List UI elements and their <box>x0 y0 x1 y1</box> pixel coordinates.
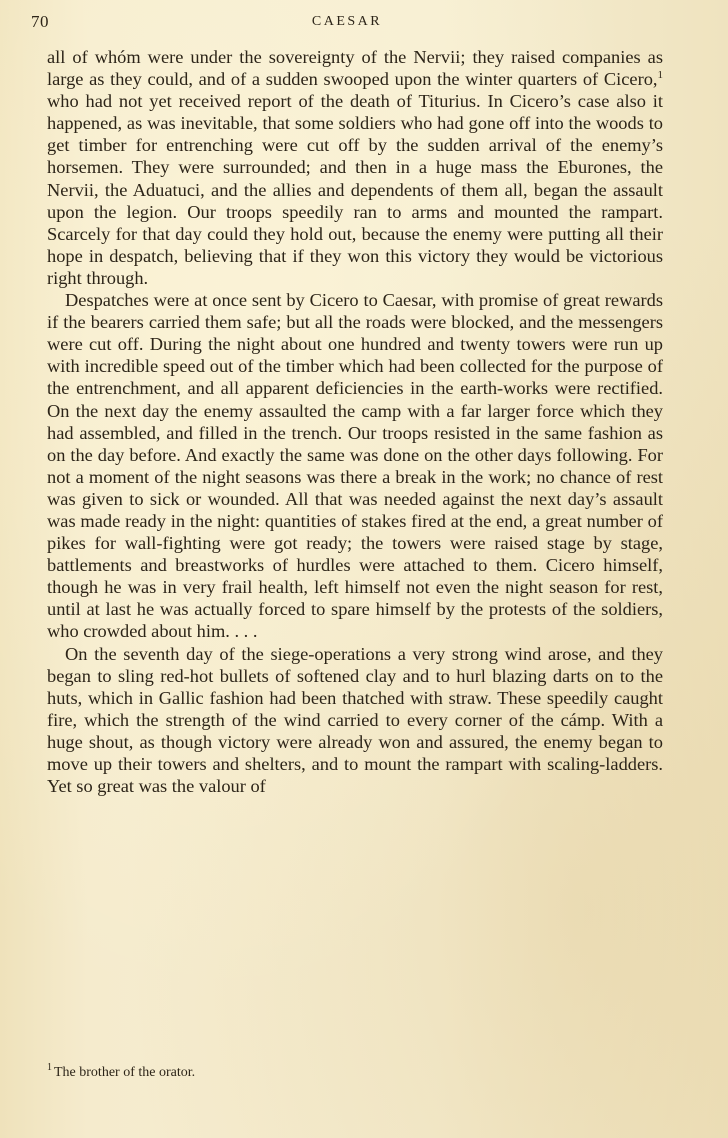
paragraph-1-text-a: all of whóm were under the sovereignty of the Nervii; they raised companies as large as they could, and of a sudden swooped upon the winter quarters of Cicero, <box>47 47 663 90</box>
running-head: CAESAR <box>311 14 383 29</box>
footnote-reference: 1 <box>657 68 663 81</box>
paragraph-2: Despatches were at once sent by Cicero to Caesar, with promise of great rewards if the bearers carried them safe; but all the roads were blocked, and the messengers were cut off. During the night about one hundred and twenty towers were run up with incredible speed out of the timber which had been collected for the purpose of the entrenchment, and all apparent deficiencies in the earth-works were rectified. On the next day the enemy assaulted the camp with a far larger force which they had assembled, and filled in the trench. Our troops resisted in the same fashion as on the day before. And exactly the same was done on the other days following. For not a moment of the night seasons was there a break in the work; no chance of rest was given to sick or wounded. All that was needed against the next day’s assault was made ready in the night: quantities of stakes fired at the end, a great number of pikes for wall-fighting were got ready; the towers were raised stage by stage, battlements and breastworks of hurdles were attached to them. Cicero himself, though he was in very frail health, left himself not even the night season for rest, until at last he was actually forced to spare himself by the protests of the soldiers, who crowded about him. . . . <box>47 290 663 642</box>
paragraph-1 <box>47 46 663 289</box>
page-number: 70 <box>31 12 49 31</box>
paragraph-1-text-b: who had not yet received report of the death of Titurius. In Cicero’s case also it happened, as was inevitable, that some soldiers who had gone off into the woods to get timber for entrenching were cut off by the sudden arrival of the enemy’s horsemen. They were surrounded; and then in a huge mass the Eburones, the Nervii, the Aduatuci, and the allies and dependents of them all, began the assault upon the legion. Our troops speedily ran to arms and mounted the rampart. Scarcely for that day could they hold out, because the enemy were putting all their hope in despatch, believing that if they won this victory they would be victorious right through. <box>47 91 663 288</box>
paragraph-3: On the seventh day of the siege-operations a very strong wind arose, and they began to sling red-hot bullets of softened clay and to hurl blazing darts on to the huts, which in Gallic fashion had been thatched with straw. These speedily caught fire, which the strength of the wind carried to every corner of the cámp. With a huge shout, as though victory were already won and assured, the enemy began to move up their towers and shelters, and to mount the rampart with scaling-ladders. Yet so great was the valour of <box>47 643 663 797</box>
footnote-text: The brother of the orator. <box>54 1065 196 1080</box>
body-text <box>47 46 663 797</box>
page-header <box>31 12 663 34</box>
footnote-mark: 1 <box>47 1062 52 1074</box>
footnote <box>47 1064 663 1082</box>
